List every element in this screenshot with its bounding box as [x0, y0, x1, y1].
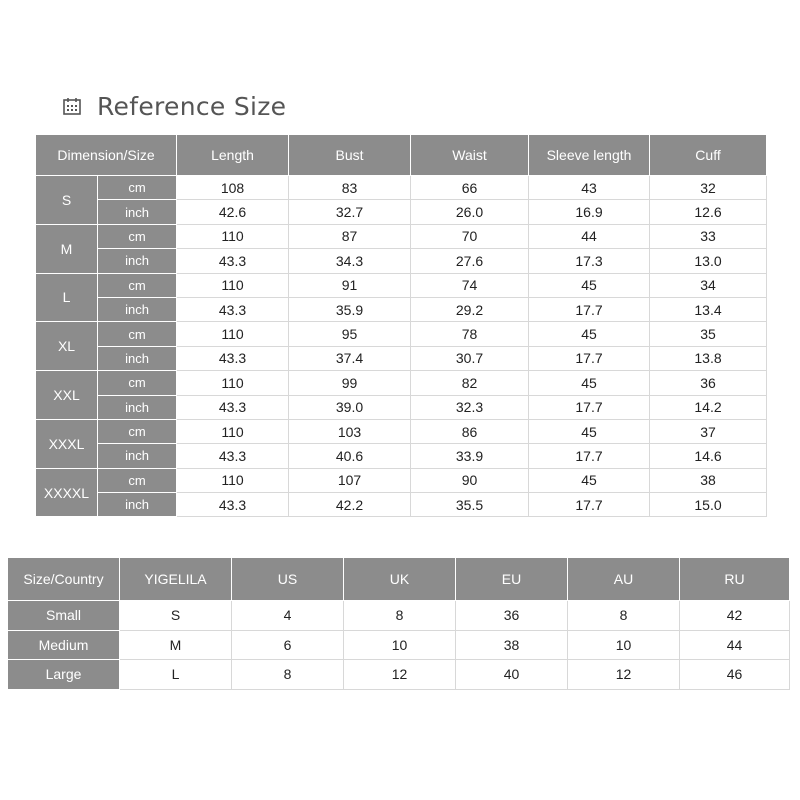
measurement-cell: 40.6	[289, 444, 411, 468]
measurement-cell: 95	[289, 322, 411, 346]
measurement-cell: 43.3	[177, 395, 289, 419]
size-value-cell: M	[120, 630, 232, 660]
unit-label: inch	[98, 444, 177, 468]
size-label: S	[36, 176, 98, 225]
column-header: EU	[456, 558, 568, 601]
table-row	[8, 630, 790, 660]
table-row	[36, 444, 767, 468]
unit-label: cm	[98, 322, 177, 346]
measurement-cell: 35.9	[289, 297, 411, 321]
size-label: XXXL	[36, 419, 98, 468]
size-table-header-row	[36, 135, 767, 176]
measurement-cell: 44	[529, 224, 650, 248]
measurement-cell: 13.4	[650, 297, 767, 321]
size-label: XXXXL	[36, 468, 98, 517]
measurement-cell: 17.7	[529, 346, 650, 370]
measurement-cell: 37	[650, 419, 767, 443]
measurement-cell: 87	[289, 224, 411, 248]
measurement-cell: 99	[289, 371, 411, 395]
column-header: Waist	[411, 135, 529, 176]
measurement-cell: 15.0	[650, 493, 767, 517]
size-value-cell: 4	[232, 601, 344, 631]
column-header: Cuff	[650, 135, 767, 176]
measurement-cell: 45	[529, 419, 650, 443]
measurement-cell: 13.0	[650, 249, 767, 273]
measurement-cell: 45	[529, 273, 650, 297]
measurement-cell: 110	[177, 224, 289, 248]
measurement-cell: 35	[650, 322, 767, 346]
measurement-cell: 36	[650, 371, 767, 395]
measurement-cell: 32.3	[411, 395, 529, 419]
table-row	[8, 601, 790, 631]
unit-label: cm	[98, 371, 177, 395]
measurement-cell: 43.3	[177, 346, 289, 370]
measurement-cell: 37.4	[289, 346, 411, 370]
measurement-cell: 103	[289, 419, 411, 443]
table-row	[36, 322, 767, 346]
measurement-cell: 33	[650, 224, 767, 248]
measurement-cell: 14.6	[650, 444, 767, 468]
unit-label: cm	[98, 273, 177, 297]
size-value-cell: 42	[680, 601, 790, 631]
unit-label: cm	[98, 468, 177, 492]
unit-label: inch	[98, 346, 177, 370]
measurement-cell: 17.3	[529, 249, 650, 273]
measurement-cell: 43.3	[177, 297, 289, 321]
measurement-cell: 86	[411, 419, 529, 443]
column-header: RU	[680, 558, 790, 601]
measurement-cell: 66	[411, 176, 529, 200]
measurement-cell: 17.7	[529, 493, 650, 517]
column-header: Length	[177, 135, 289, 176]
row-label: Small	[8, 601, 120, 631]
unit-label: cm	[98, 176, 177, 200]
table-row	[36, 200, 767, 224]
measurement-cell: 26.0	[411, 200, 529, 224]
measurement-cell: 42.6	[177, 200, 289, 224]
table-row	[36, 468, 767, 492]
measurement-cell: 43.3	[177, 493, 289, 517]
measurement-cell: 110	[177, 322, 289, 346]
measurement-cell: 14.2	[650, 395, 767, 419]
measurement-cell: 74	[411, 273, 529, 297]
size-value-cell: 10	[568, 630, 680, 660]
row-label: Medium	[8, 630, 120, 660]
measurement-cell: 35.5	[411, 493, 529, 517]
measurement-cell: 110	[177, 371, 289, 395]
table-row	[36, 224, 767, 248]
measurement-cell: 83	[289, 176, 411, 200]
measurement-cell: 70	[411, 224, 529, 248]
measurement-cell: 43.3	[177, 249, 289, 273]
measurement-cell: 34	[650, 273, 767, 297]
size-value-cell: 12	[344, 660, 456, 690]
size-value-cell: 8	[568, 601, 680, 631]
measurement-cell: 29.2	[411, 297, 529, 321]
column-header: YIGELILA	[120, 558, 232, 601]
measurement-cell: 13.8	[650, 346, 767, 370]
measurement-cell: 27.6	[411, 249, 529, 273]
measurement-cell: 34.3	[289, 249, 411, 273]
column-header: Bust	[289, 135, 411, 176]
size-value-cell: S	[120, 601, 232, 631]
size-label: M	[36, 224, 98, 273]
table-row	[36, 273, 767, 297]
size-value-cell: 8	[232, 660, 344, 690]
table-row	[36, 297, 767, 321]
unit-label: inch	[98, 249, 177, 273]
measurement-cell: 45	[529, 468, 650, 492]
column-header: US	[232, 558, 344, 601]
size-value-cell: 44	[680, 630, 790, 660]
measurement-cell: 33.9	[411, 444, 529, 468]
measurement-cell: 42.2	[289, 493, 411, 517]
measurement-cell: 12.6	[650, 200, 767, 224]
column-header: UK	[344, 558, 456, 601]
size-value-cell: 36	[456, 601, 568, 631]
country-size-table	[7, 557, 790, 690]
size-value-cell: 10	[344, 630, 456, 660]
measurement-cell: 82	[411, 371, 529, 395]
table-row	[8, 660, 790, 690]
size-value-cell: 38	[456, 630, 568, 660]
column-header: Dimension/Size	[36, 135, 177, 176]
measurement-cell: 39.0	[289, 395, 411, 419]
size-value-cell: 6	[232, 630, 344, 660]
row-label: Large	[8, 660, 120, 690]
measurement-cell: 32	[650, 176, 767, 200]
column-header: Size/Country	[8, 558, 120, 601]
size-value-cell: L	[120, 660, 232, 690]
measurement-cell: 110	[177, 419, 289, 443]
measurement-cell: 16.9	[529, 200, 650, 224]
table-row	[36, 346, 767, 370]
unit-label: inch	[98, 493, 177, 517]
column-header: Sleeve length	[529, 135, 650, 176]
calendar-icon	[63, 97, 81, 115]
measurement-cell: 17.7	[529, 395, 650, 419]
measurement-cell: 30.7	[411, 346, 529, 370]
size-value-cell: 40	[456, 660, 568, 690]
unit-label: inch	[98, 395, 177, 419]
measurement-cell: 78	[411, 322, 529, 346]
unit-label: inch	[98, 200, 177, 224]
measurement-cell: 110	[177, 468, 289, 492]
size-value-cell: 8	[344, 601, 456, 631]
page-title: Reference Size	[97, 91, 287, 121]
unit-label: inch	[98, 297, 177, 321]
measurement-cell: 91	[289, 273, 411, 297]
unit-label: cm	[98, 419, 177, 443]
table-row	[36, 249, 767, 273]
size-label: L	[36, 273, 98, 322]
table-row	[36, 419, 767, 443]
country-table-header-row	[8, 558, 790, 601]
table-row	[36, 176, 767, 200]
size-label: XL	[36, 322, 98, 371]
measurement-cell: 43.3	[177, 444, 289, 468]
measurement-cell: 43	[529, 176, 650, 200]
size-label: XXL	[36, 371, 98, 420]
measurement-cell: 45	[529, 322, 650, 346]
measurement-cell: 17.7	[529, 297, 650, 321]
size-measurement-table	[35, 134, 767, 517]
measurement-cell: 38	[650, 468, 767, 492]
size-value-cell: 46	[680, 660, 790, 690]
table-row	[36, 371, 767, 395]
column-header: AU	[568, 558, 680, 601]
measurement-cell: 17.7	[529, 444, 650, 468]
page-header	[63, 86, 286, 126]
measurement-cell: 108	[177, 176, 289, 200]
measurement-cell: 110	[177, 273, 289, 297]
unit-label: cm	[98, 224, 177, 248]
measurement-cell: 32.7	[289, 200, 411, 224]
measurement-cell: 107	[289, 468, 411, 492]
size-value-cell: 12	[568, 660, 680, 690]
measurement-cell: 90	[411, 468, 529, 492]
table-row	[36, 395, 767, 419]
table-row	[36, 493, 767, 517]
measurement-cell: 45	[529, 371, 650, 395]
